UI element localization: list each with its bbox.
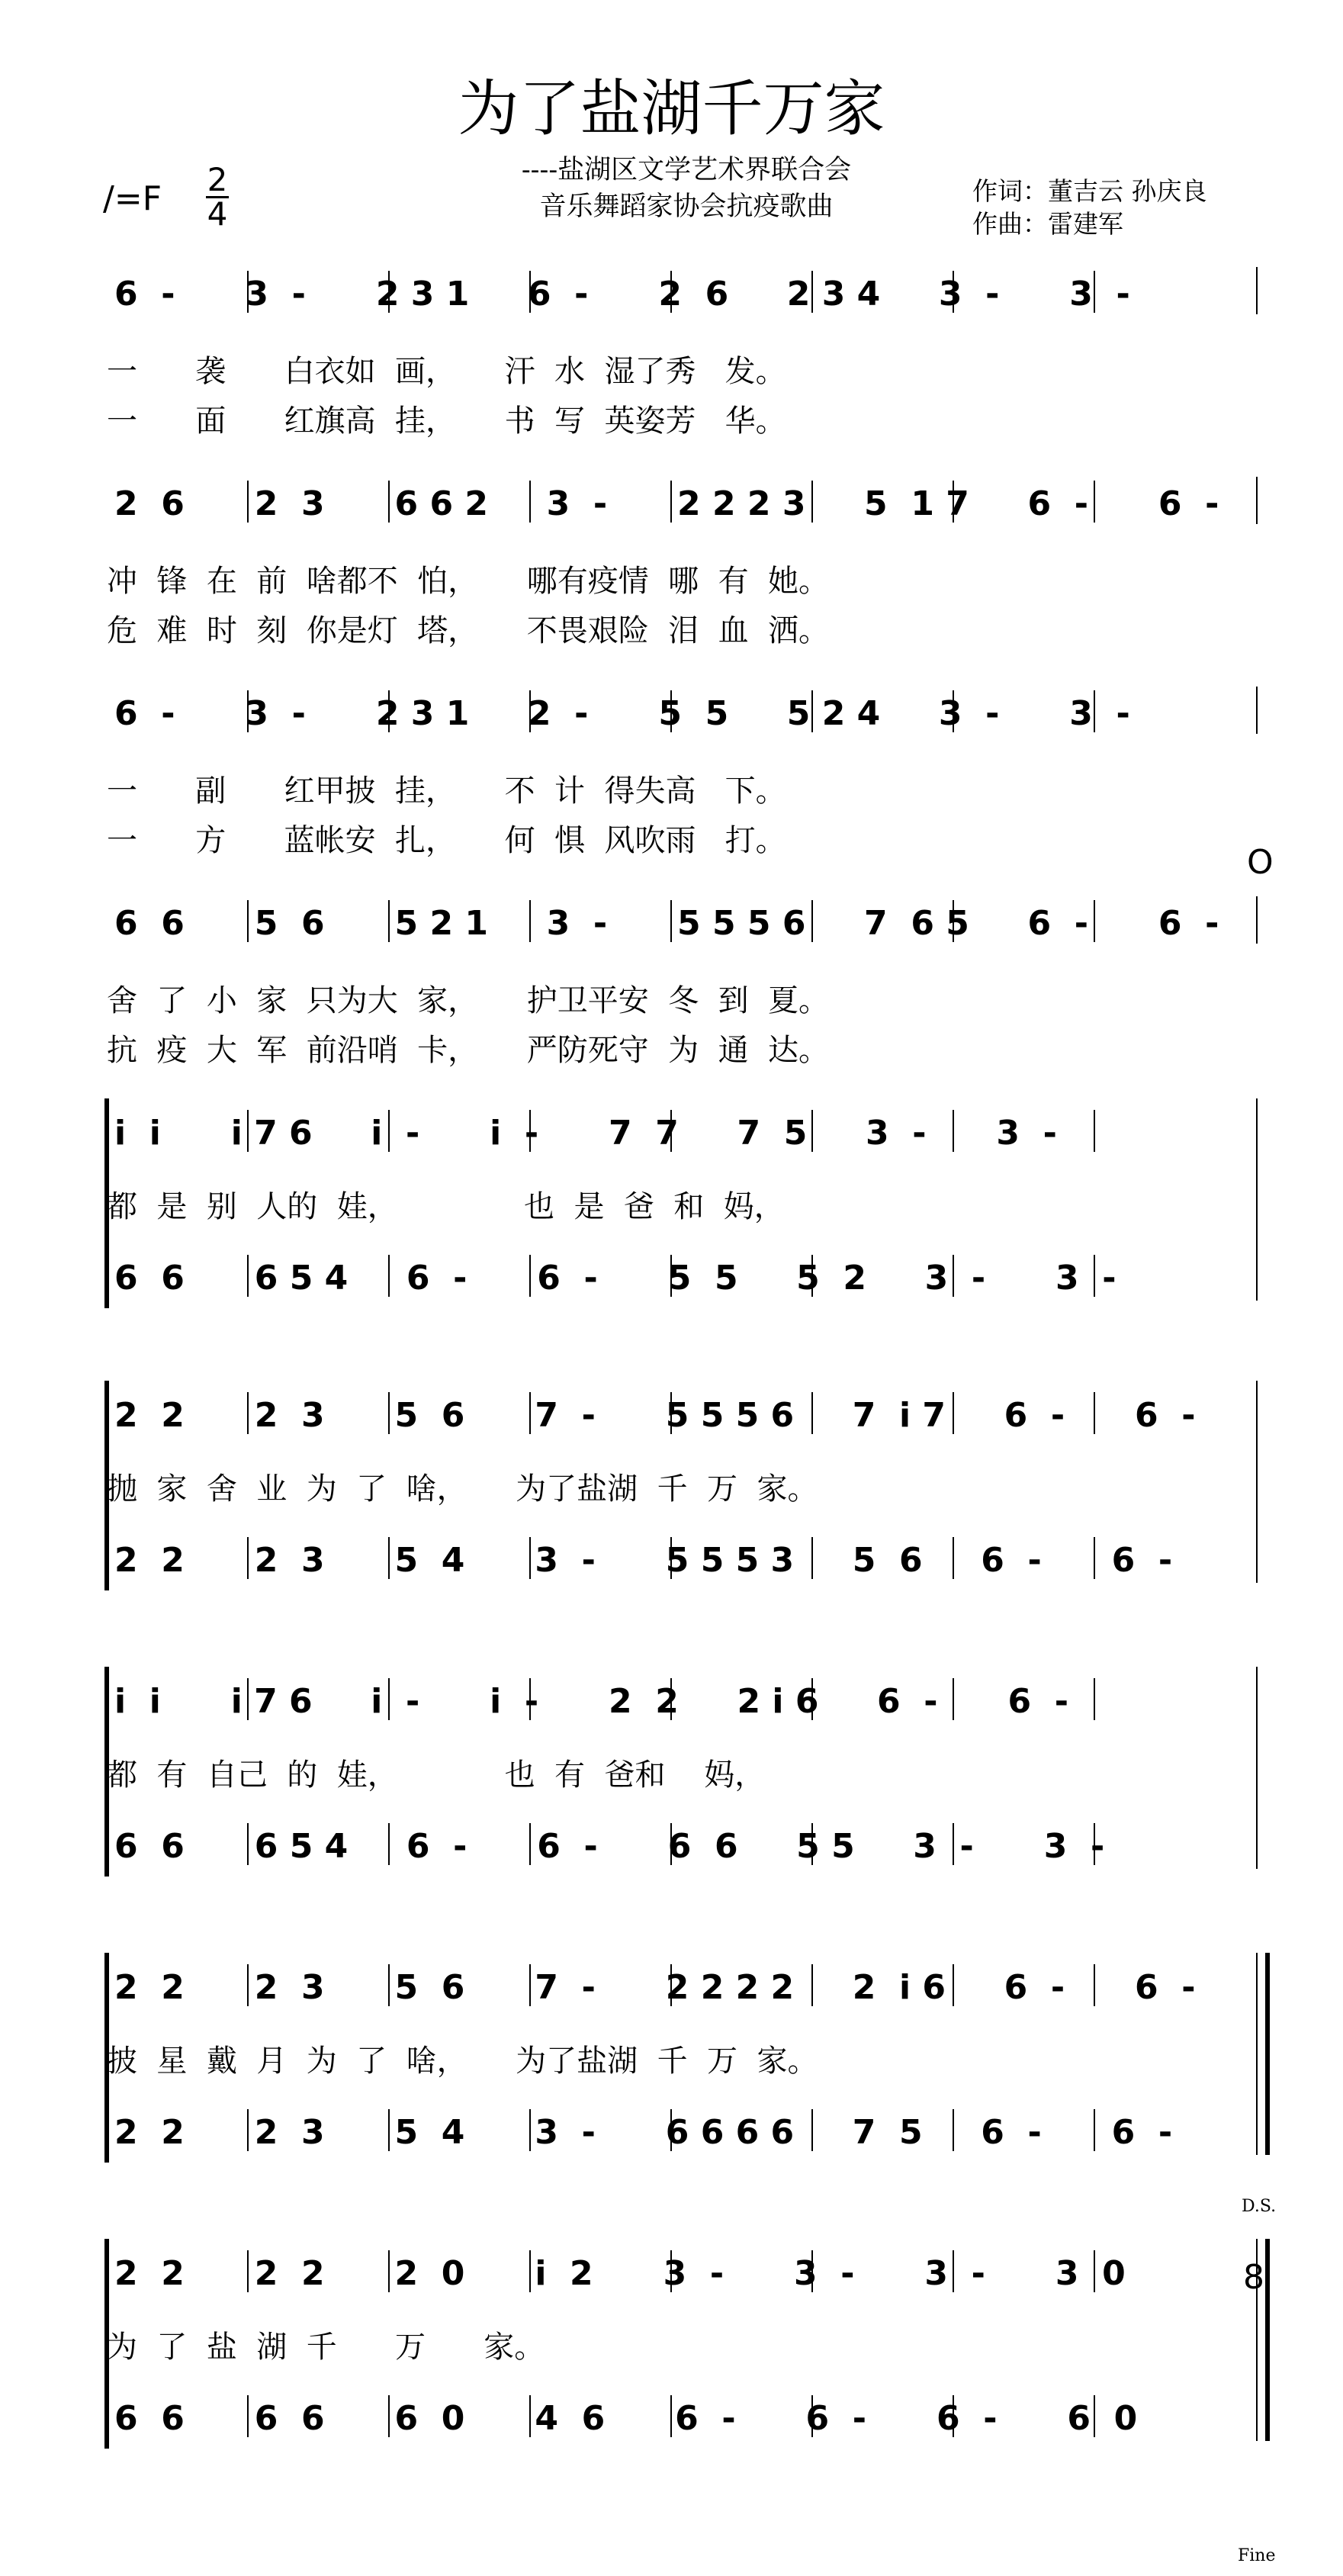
composer-credit: 作曲：雷建军	[972, 209, 1123, 239]
lower-notes-8: 6 6 6 6 6 0 4 6 6 - 6 - 6 - 6 0	[114, 2399, 1138, 2438]
fine-mark: Fine	[1238, 2546, 1276, 2565]
lyric-line-1b: 危 难 时 刻 你是灯 塔， 不畏艰险 泪 血 洒。	[107, 613, 830, 648]
volta-number: 8	[1243, 2258, 1264, 2297]
lyric-line-0a: 一 袭 白衣如 画， 汗 水 湿了秀 发。	[107, 354, 786, 389]
lyric-line-1a: 冲 锋 在 前 啥都不 怕， 哪有疫情 哪 有 她。	[107, 564, 830, 599]
notes-notes-0: 6 - 3 - 2 3 1 6 - 2 6 2 3 4 3 - 3 -	[114, 275, 1130, 314]
subtitle-line1: ----盐湖区文学艺术界联合会	[521, 155, 852, 185]
lower-notes-7: 2 2 2 3 5 4 3 - 6 6 6 6 7 5 6 - 6 -	[114, 2113, 1173, 2152]
lyric-line-4: 都 是 别 人的 娃， 也 是 爸 和 妈，	[107, 1189, 785, 1224]
lyric-line-0b: 一 面 红旗高 挂， 书 写 英姿芳 华。	[107, 404, 786, 439]
song-title: 为了盐湖千万家	[458, 73, 885, 144]
lyric-line-2a: 一 副 红甲披 挂， 不 计 得失高 下。	[107, 773, 786, 809]
subtitle-line2: 音乐舞蹈家协会抗疫歌曲	[539, 191, 834, 222]
lyric-line-7: 披 星 戴 月 为 了 啥， 为了盐湖 千 万 家。	[107, 2044, 818, 2079]
lower-notes-6: 6 6 6 5 4 6 - 6 - 6 6 5 5 3 - 3 -	[114, 1827, 1105, 1866]
notes-notes-3: 6 6 5 6 5 2 1 3 - 5 5 5 6 7 6 5 6 - 6 -	[114, 904, 1219, 943]
segno-mark: O	[1247, 843, 1274, 882]
ds-mark: D.S.	[1242, 2197, 1277, 2216]
key-signature: /=F	[103, 179, 162, 218]
lyric-line-2b: 一 方 蓝帐安 扎， 何 惧 风吹雨 打。	[107, 823, 786, 858]
upper-notes-6: i i i 7 6 i - i - 2 2 2 i 6 6 - 6 -	[114, 1682, 1068, 1721]
upper-notes-4: i i i 7 6 i - i - 7 7 7 5 3 - 3 -	[114, 1114, 1057, 1153]
lyric-line-5: 抛 家 舍 业 为 了 啥， 为了盐湖 千 万 家。	[107, 1471, 818, 1507]
lyric-line-8: 为 了 盐 湖 千 万 家。	[107, 2330, 545, 2365]
time-signature	[206, 161, 229, 233]
meter-bottom: 4	[207, 195, 228, 233]
notes-notes-1: 2 6 2 3 6 6 2 3 - 2 2 2 3 5 1 7 6 - 6 -	[114, 484, 1219, 523]
lyric-line-3b: 抗 疫 大 军 前沿哨 卡， 严防死守 为 通 达。	[107, 1033, 830, 1068]
lyricist-credit: 作词：董吉云 孙庆良	[972, 176, 1207, 206]
notes-notes-2: 6 - 3 - 2 3 1 2 - 5 5 5 2 4 3 - 3 -	[114, 694, 1130, 733]
lyric-line-3a: 舍 了 小 家 只为大 家， 护卫平安 冬 到 夏。	[107, 983, 830, 1018]
lower-notes-4: 6 6 6 5 4 6 - 6 - 5 5 5 2 3 - 3 -	[114, 1259, 1116, 1298]
meter-top: 2	[207, 161, 228, 198]
upper-notes-8: 2 2 2 2 2 0 i 2 3 - 3 - 3 - 3 0	[114, 2254, 1126, 2293]
lower-notes-5: 2 2 2 3 5 4 3 - 5 5 5 3 5 6 6 - 6 -	[114, 1541, 1173, 1580]
lyric-line-6: 都 有 自己 的 娃， 也 有 爸和 妈，	[107, 1758, 766, 1793]
upper-notes-7: 2 2 2 3 5 6 7 - 2 2 2 2 2 i 6 6 - 6 -	[114, 1968, 1196, 2007]
upper-notes-5: 2 2 2 3 5 6 7 - 5 5 5 6 7 i 7 6 - 6 -	[114, 1396, 1196, 1435]
